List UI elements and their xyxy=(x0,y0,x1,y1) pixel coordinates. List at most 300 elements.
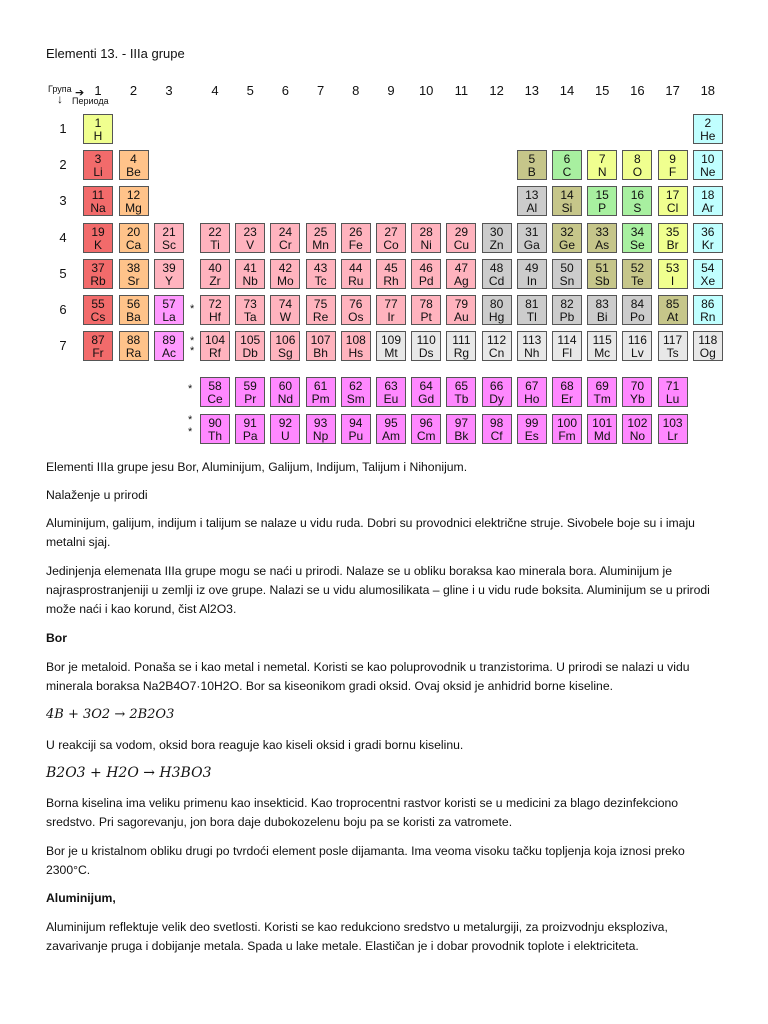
element-cell xyxy=(341,414,371,444)
atomic-number: 79 xyxy=(454,297,469,311)
element-cell xyxy=(517,186,547,216)
atomic-number: 8 xyxy=(634,152,641,167)
element-cell xyxy=(552,150,582,180)
element-cell xyxy=(341,331,371,361)
element-cell xyxy=(154,331,184,361)
element-symbol: Cf xyxy=(490,429,503,443)
element-cell xyxy=(411,414,441,444)
element-symbol: Er xyxy=(561,392,573,406)
atomic-number: 97 xyxy=(454,416,469,430)
element-cell xyxy=(446,414,476,444)
element-cell xyxy=(622,223,652,253)
atomic-number: 74 xyxy=(278,297,293,311)
element-symbol: Md xyxy=(593,429,611,443)
element-cell xyxy=(446,259,476,289)
atomic-number: 76 xyxy=(349,297,363,311)
element-cell xyxy=(622,414,652,444)
element-symbol: Ho xyxy=(524,392,540,406)
element-cell xyxy=(270,331,300,361)
element-symbol: Mt xyxy=(384,346,398,361)
atomic-number: 99 xyxy=(525,416,539,430)
element-cell xyxy=(83,186,113,216)
element-cell xyxy=(376,414,406,444)
atomic-number: 18 xyxy=(701,188,715,203)
atomic-number: 93 xyxy=(313,416,328,430)
element-cell xyxy=(83,331,113,361)
element-cell xyxy=(306,223,336,253)
element-symbol: Re xyxy=(312,310,329,324)
group-label: 14 xyxy=(559,83,575,98)
element-cell xyxy=(306,377,336,407)
atomic-number: 33 xyxy=(595,224,609,239)
element-cell xyxy=(693,259,723,289)
element-symbol: Lu xyxy=(665,392,680,406)
atomic-number: 70 xyxy=(630,379,645,393)
element-symbol: Mo xyxy=(277,273,294,288)
atomic-number: 96 xyxy=(419,416,433,430)
element-cell xyxy=(693,150,723,180)
element-symbol: Tc xyxy=(314,273,327,288)
element-cell xyxy=(517,331,547,361)
paragraph-boric-acid: Borna kiselina ima veliku primenu kao insekticid. Kao troprocentni rastvor koristi se u medicini za blago dezinfekciono sredstvo. Pri sagorevanju, jon bora daje dubokozelenu boju pa se koristi za vatromete. xyxy=(46,796,679,829)
element-symbol: Ra xyxy=(125,346,142,361)
atomic-number: 57 xyxy=(162,297,176,311)
atomic-number: 52 xyxy=(630,260,645,275)
element-symbol: Rn xyxy=(700,310,716,324)
element-symbol: U xyxy=(281,429,290,443)
group-label: 10 xyxy=(418,83,434,98)
atomic-number: 19 xyxy=(91,224,105,239)
atomic-number: 11 xyxy=(91,188,105,203)
element-symbol: No xyxy=(629,429,646,443)
element-symbol: H xyxy=(93,129,103,143)
group-label: 18 xyxy=(700,83,716,98)
atomic-number: 24 xyxy=(278,224,293,239)
element-symbol: Ru xyxy=(348,273,364,288)
element-symbol: Tb xyxy=(454,392,469,406)
heading-aluminijum: Aluminijum, xyxy=(46,891,116,905)
element-symbol: O xyxy=(632,165,643,180)
group-caption: Група xyxy=(48,84,72,94)
group-label: 15 xyxy=(594,83,610,98)
element-cell xyxy=(482,377,512,407)
atomic-number: 66 xyxy=(489,379,504,393)
element-symbol: Rg xyxy=(453,346,470,361)
element-cell xyxy=(622,377,652,407)
element-symbol: Cu xyxy=(453,237,470,252)
element-cell xyxy=(341,377,371,407)
element-symbol: Nb xyxy=(242,273,258,288)
element-cell xyxy=(83,150,113,180)
atomic-number: 35 xyxy=(665,224,680,239)
element-cell xyxy=(119,295,149,325)
element-cell xyxy=(693,295,723,325)
paragraph-heading-occurrence: Nalaženje u prirodi xyxy=(46,488,148,502)
equation-2: B2O3 + H2O → H3BO3 xyxy=(46,765,212,781)
atomic-number: 104 xyxy=(204,333,226,348)
element-cell xyxy=(376,295,406,325)
atomic-number: 58 xyxy=(208,379,222,393)
element-symbol: Zn xyxy=(489,237,504,252)
paragraph-bor: Bor je metaloid. Ponaša se i kao metal i nemetal. Koristi se kao poluprovodnik u tranzistorima. U prirodi se nalazi u vidu minerala boraksa Na2B4O7·10H2O. Bor sa kiseonikom gradi oksid. Ovaj oksid je anhidrid borne kiseline. xyxy=(46,660,690,693)
element-symbol: Og xyxy=(699,346,716,361)
element-cell xyxy=(517,377,547,407)
element-symbol: Es xyxy=(524,429,539,443)
element-cell xyxy=(587,414,617,444)
atomic-number: 89 xyxy=(162,333,176,348)
atomic-number: 48 xyxy=(489,260,504,275)
atomic-number: 88 xyxy=(126,333,141,348)
element-cell xyxy=(482,259,512,289)
atomic-number: 26 xyxy=(349,224,363,239)
atomic-number: 16 xyxy=(630,188,645,203)
element-symbol: Sm xyxy=(346,392,365,406)
element-cell xyxy=(270,414,300,444)
element-cell xyxy=(154,223,184,253)
atomic-number: 92 xyxy=(278,416,293,430)
element-symbol: Lv xyxy=(631,346,644,361)
element-symbol: Fe xyxy=(348,237,363,252)
atomic-number: 109 xyxy=(380,333,402,348)
element-symbol: Fm xyxy=(558,429,576,443)
group-label: 8 xyxy=(352,83,360,98)
atomic-number: 118 xyxy=(698,333,718,348)
element-cell xyxy=(200,259,230,289)
element-cell xyxy=(119,259,149,289)
atomic-number: 82 xyxy=(560,297,574,311)
element-symbol: Ac xyxy=(161,346,176,361)
group-label: 4 xyxy=(211,83,219,98)
element-cell xyxy=(341,295,371,325)
atomic-number: 110 xyxy=(416,333,436,348)
atomic-number: 63 xyxy=(384,379,398,393)
period-label: 2 xyxy=(59,157,67,173)
equation-1: 4B + 3O2 → 2B2O3 xyxy=(46,707,175,722)
atomic-number: 9 xyxy=(669,152,676,167)
atomic-number: 73 xyxy=(243,297,257,311)
element-cell xyxy=(693,331,723,361)
atomic-number: 98 xyxy=(489,416,504,430)
atomic-number: 103 xyxy=(662,416,683,430)
element-symbol: Y xyxy=(164,273,173,288)
element-cell xyxy=(119,331,149,361)
element-symbol: Eu xyxy=(383,392,399,406)
atomic-number: 108 xyxy=(345,333,366,348)
element-symbol: I xyxy=(670,273,675,288)
element-cell xyxy=(622,295,652,325)
element-cell xyxy=(622,259,652,289)
atomic-number: 101 xyxy=(592,416,613,430)
element-symbol: Hf xyxy=(209,310,221,324)
element-cell xyxy=(587,150,617,180)
element-cell xyxy=(235,223,265,253)
element-cell xyxy=(587,259,617,289)
element-symbol: Po xyxy=(630,310,645,324)
element-symbol: Fr xyxy=(92,346,104,361)
element-symbol: At xyxy=(666,310,679,324)
periodic-table xyxy=(0,0,768,460)
element-symbol: Nh xyxy=(524,346,540,361)
atomic-number: 65 xyxy=(454,379,469,393)
element-symbol: Na xyxy=(90,201,106,216)
group-label: 2 xyxy=(129,83,138,98)
element-cell xyxy=(154,295,184,325)
element-cell xyxy=(119,223,149,253)
element-symbol: Ni xyxy=(420,237,432,252)
atomic-number: 46 xyxy=(419,260,433,275)
element-symbol: Cs xyxy=(90,310,106,324)
element-symbol: F xyxy=(668,165,677,180)
atomic-number: 77 xyxy=(384,297,398,311)
atomic-number: 3 xyxy=(94,152,102,167)
element-cell xyxy=(517,259,547,289)
atomic-number: 81 xyxy=(525,297,539,311)
element-symbol: Ir xyxy=(387,310,395,324)
element-symbol: B xyxy=(527,165,536,180)
element-symbol: Rh xyxy=(383,273,399,288)
element-symbol: Fl xyxy=(562,346,572,361)
group-label: 1 xyxy=(94,83,102,98)
group-label: 5 xyxy=(246,83,254,98)
element-symbol: Pa xyxy=(242,429,258,443)
element-cell xyxy=(200,331,230,361)
element-cell xyxy=(446,223,476,253)
element-cell xyxy=(517,223,547,253)
element-symbol: Yb xyxy=(630,392,645,406)
element-cell xyxy=(658,295,688,325)
element-symbol: Pr xyxy=(244,392,257,406)
element-cell xyxy=(376,259,406,289)
footnote-star: * xyxy=(190,335,195,348)
element-symbol: Sr xyxy=(127,273,140,288)
element-symbol: Rb xyxy=(90,273,106,288)
element-symbol: Al xyxy=(526,201,538,216)
element-cell xyxy=(587,377,617,407)
footnote-star: * xyxy=(188,383,193,395)
arrow-right-icon: ➔ xyxy=(75,87,85,99)
paragraph-aluminijum: Aluminijum reflektuje velik deo svetlosti. Koristi se kao redukciono sredstvo u metalurgiji, za proizvodnju eksploziva, zavarivanje pruga i dobijanje metala. Spada u lake metale. Elastičan je i dobar provodnik toplote i elektriciteta. xyxy=(46,920,668,953)
atomic-number: 39 xyxy=(162,260,176,275)
element-symbol: He xyxy=(700,129,716,143)
element-symbol: Pu xyxy=(348,429,364,443)
element-cell xyxy=(411,377,441,407)
element-cell xyxy=(552,295,582,325)
element-symbol: Ne xyxy=(700,165,716,180)
atomic-number: 100 xyxy=(556,416,578,430)
element-symbol: Hg xyxy=(488,310,505,324)
footnote-star: * xyxy=(190,303,195,315)
element-cell xyxy=(411,259,441,289)
period-label: 6 xyxy=(59,302,67,317)
atomic-number: 10 xyxy=(701,152,715,167)
element-symbol: Cr xyxy=(279,237,292,252)
atomic-number: 45 xyxy=(384,260,398,275)
element-symbol: Pb xyxy=(559,310,575,324)
period-label: 5 xyxy=(59,265,67,281)
element-cell xyxy=(517,414,547,444)
element-symbol: Ar xyxy=(701,201,714,216)
atomic-number: 21 xyxy=(162,224,176,239)
element-symbol: K xyxy=(93,237,102,252)
element-symbol: Lr xyxy=(667,429,678,443)
footnote-star: * xyxy=(188,426,193,438)
atomic-number: 91 xyxy=(243,416,257,430)
element-symbol: Os xyxy=(348,310,364,324)
atomic-number: 80 xyxy=(489,297,504,311)
element-cell xyxy=(200,295,230,325)
element-cell xyxy=(306,331,336,361)
paragraph-compounds: Jedinjenja elemenata IIIa grupe mogu se naći u prirodi. Nalaze se u obliku boraksa kao minerala bora. Aluminijum je najrasprostranjeniji u zemlji iz ove grupe. Nalazi se u vidu alumosilikata – gline i u vidu rude boksita. Aluminijum se u prirodi može naći i kao korund, čist Al2O3. xyxy=(46,564,710,616)
atomic-number: 42 xyxy=(278,260,293,275)
element-cell xyxy=(376,223,406,253)
element-cell xyxy=(552,377,582,407)
element-symbol: Db xyxy=(242,346,258,361)
element-symbol: Ti xyxy=(210,237,220,252)
element-symbol: Li xyxy=(93,165,103,180)
element-symbol: Pm xyxy=(311,392,330,406)
atomic-number: 34 xyxy=(630,224,645,239)
group-label: 12 xyxy=(489,83,504,98)
atomic-number: 44 xyxy=(349,260,363,275)
element-cell xyxy=(200,377,230,407)
atomic-number: 90 xyxy=(208,416,222,430)
element-cell xyxy=(411,331,441,361)
element-symbol: Gd xyxy=(418,392,435,406)
element-symbol: Sc xyxy=(161,237,176,252)
atomic-number: 111 xyxy=(452,333,471,348)
element-cell xyxy=(235,331,265,361)
element-symbol: Np xyxy=(312,429,329,443)
group-label: 16 xyxy=(630,83,645,98)
element-cell xyxy=(658,414,688,444)
atomic-number: 78 xyxy=(419,297,433,311)
period-label: 7 xyxy=(59,338,67,354)
atomic-number: 20 xyxy=(126,224,141,239)
element-symbol: Ta xyxy=(243,310,257,324)
element-cell xyxy=(552,331,582,361)
atomic-number: 12 xyxy=(126,188,141,203)
atomic-number: 113 xyxy=(522,333,542,348)
element-cell xyxy=(587,331,617,361)
element-symbol: Th xyxy=(207,429,222,443)
group-label: 13 xyxy=(524,83,540,98)
element-symbol: Sb xyxy=(594,273,610,288)
atomic-number: 115 xyxy=(592,333,612,348)
atomic-number: 67 xyxy=(525,379,539,393)
element-symbol: Ts xyxy=(666,346,679,361)
element-symbol: Cn xyxy=(488,346,505,361)
element-cell xyxy=(411,223,441,253)
element-cell xyxy=(517,295,547,325)
atomic-number: 71 xyxy=(665,379,680,393)
element-cell xyxy=(83,223,113,253)
atomic-number: 47 xyxy=(454,260,469,275)
element-cell xyxy=(119,186,149,216)
element-cell xyxy=(200,223,230,253)
element-cell xyxy=(587,186,617,216)
atomic-number: 28 xyxy=(419,224,433,239)
element-symbol: Nd xyxy=(277,392,294,406)
atomic-number: 49 xyxy=(525,260,539,275)
atomic-number: 87 xyxy=(91,333,105,348)
element-symbol: V xyxy=(246,237,255,252)
element-cell xyxy=(235,295,265,325)
atomic-number: 41 xyxy=(243,260,257,275)
element-symbol: Cm xyxy=(416,429,436,443)
atomic-number: 22 xyxy=(208,224,222,239)
element-cell xyxy=(446,331,476,361)
element-symbol: Ba xyxy=(126,310,141,324)
element-cell xyxy=(587,295,617,325)
paragraph-reaction: U reakciji sa vodom, oksid bora reaguje kao kiseli oksid i gradi bornu kiselinu. xyxy=(46,738,464,752)
atomic-number: 1 xyxy=(94,116,102,130)
atomic-number: 117 xyxy=(663,333,683,348)
atomic-number: 27 xyxy=(384,224,398,239)
element-cell xyxy=(235,259,265,289)
element-cell xyxy=(482,331,512,361)
atomic-number: 4 xyxy=(130,152,137,167)
element-cell xyxy=(235,377,265,407)
atomic-number: 95 xyxy=(384,416,398,430)
element-cell xyxy=(83,259,113,289)
element-symbol: Br xyxy=(666,237,679,252)
element-cell xyxy=(83,295,113,325)
atomic-number: 83 xyxy=(595,297,609,311)
element-symbol: Au xyxy=(454,310,469,324)
element-cell xyxy=(552,223,582,253)
element-symbol: Cd xyxy=(488,273,505,288)
atomic-number: 69 xyxy=(595,379,609,393)
atomic-number: 38 xyxy=(126,260,141,275)
group-label: 7 xyxy=(316,83,325,98)
atomic-number: 53 xyxy=(665,260,680,275)
element-symbol: As xyxy=(595,237,610,252)
element-symbol: Zr xyxy=(209,273,221,288)
period-label: 1 xyxy=(59,121,67,136)
element-cell xyxy=(235,414,265,444)
element-symbol: W xyxy=(279,310,292,324)
atomic-number: 43 xyxy=(313,260,328,275)
paragraph-hardness: Bor je u kristalnom obliku drugi po tvrdoći element posle dijamanta. Ima veoma visoku tačku topljenja koja iznosi preko 2300°C. xyxy=(46,844,685,877)
group-label: 9 xyxy=(387,83,395,98)
atomic-number: 36 xyxy=(701,224,715,239)
atomic-number: 60 xyxy=(278,379,293,393)
atomic-number: 75 xyxy=(313,297,328,311)
element-symbol: Xe xyxy=(700,273,716,288)
group-label: 17 xyxy=(665,83,680,98)
element-symbol: Ce xyxy=(207,392,223,406)
atomic-number: 23 xyxy=(243,224,257,239)
period-label: 3 xyxy=(59,193,67,209)
element-cell xyxy=(693,114,723,144)
paragraph-intro: Elementi IIIa grupe jesu Bor, Aluminijum, Galijum, Indijum, Talijum i Nihonijum. xyxy=(46,460,468,474)
element-symbol: Se xyxy=(630,237,645,252)
element-cell xyxy=(411,295,441,325)
element-cell xyxy=(270,295,300,325)
atomic-number: 68 xyxy=(560,379,574,393)
element-cell xyxy=(622,150,652,180)
element-symbol: Ag xyxy=(454,273,469,288)
element-cell xyxy=(482,414,512,444)
element-symbol: Cl xyxy=(666,201,679,216)
element-cell xyxy=(658,223,688,253)
element-cell xyxy=(552,414,582,444)
element-symbol: P xyxy=(598,201,607,216)
atomic-number: 61 xyxy=(313,379,328,393)
element-cell xyxy=(119,150,149,180)
element-symbol: Ca xyxy=(125,237,142,252)
footnote-star: * xyxy=(188,414,193,426)
